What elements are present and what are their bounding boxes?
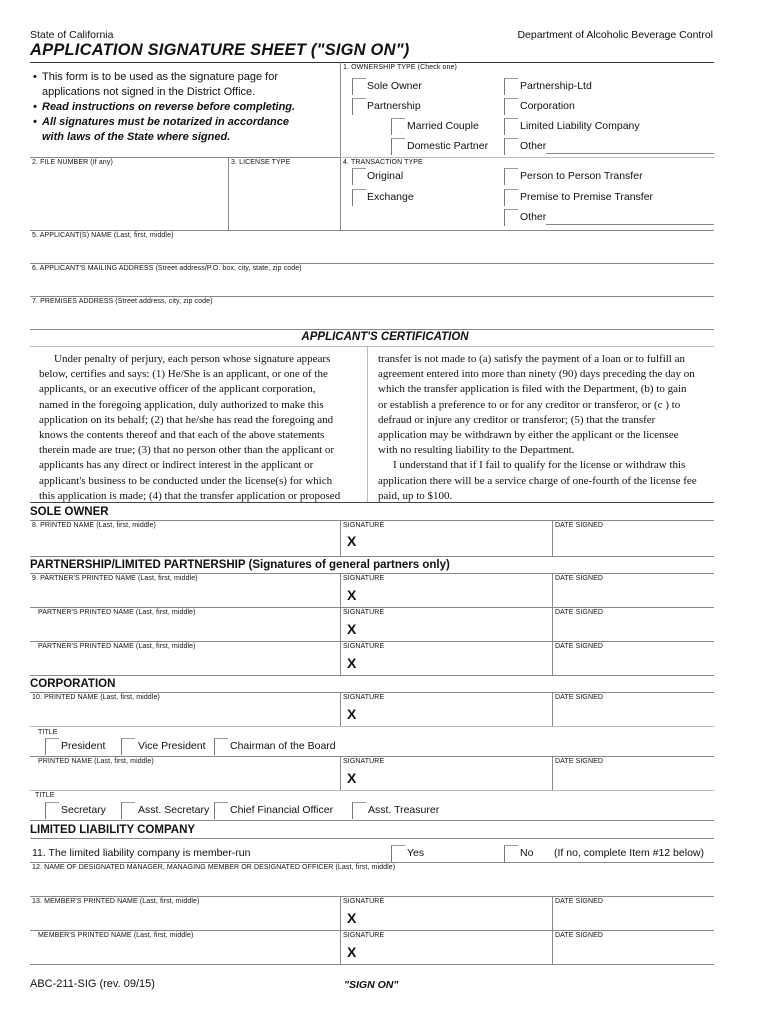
member-run-no-label: No (520, 847, 534, 859)
partnership-heading: PARTNERSHIP/LIMITED PARTNERSHIP (Signatures of general partners only) (30, 559, 450, 571)
married-couple-label: Married Couple (407, 120, 479, 132)
secretary-checkbox[interactable] (45, 802, 59, 819)
transaction-type-label: 4. TRANSACTION TYPE (343, 159, 423, 166)
asst-secretary-label: Asst. Secretary (138, 804, 210, 816)
department-label: Department of Alcoholic Beverage Control (517, 29, 713, 41)
cert-left-line: named in the foregoing application, duly authorized to make this (39, 398, 324, 411)
corporation-heading: CORPORATION (30, 678, 116, 690)
cert-right-line: paid, up to $100. (378, 489, 453, 502)
date-signed-label: DATE SIGNED (555, 609, 604, 616)
corporation-label: Corporation (520, 100, 575, 112)
corp-name-label-2: PRINTED NAME (Last, first, middle) (38, 758, 154, 765)
signature-label: SIGNATURE (343, 932, 385, 939)
date-signed-label: DATE SIGNED (555, 643, 604, 650)
ownership-other-label: Other (520, 140, 547, 152)
cert-right-line: with no resulting liability to the Department. (378, 444, 575, 457)
partnership-checkbox[interactable] (352, 98, 366, 115)
signature-x-mark: X (347, 770, 357, 786)
vice-president-label: Vice President (138, 740, 206, 752)
sign-on-footer: "SIGN ON" (344, 979, 399, 991)
ownership-type-label: 1. OWNERSHIP TYPE (Check one) (343, 64, 457, 71)
date-signed-label: DATE SIGNED (555, 575, 604, 582)
original-checkbox[interactable] (352, 168, 366, 185)
original-label: Original (367, 170, 404, 182)
signature-label: SIGNATURE (343, 522, 385, 529)
applicant-name-label: 5. APPLICANT(S) NAME (Last, first, middle) (32, 232, 174, 239)
sole-owner-label: Sole Owner (367, 80, 422, 92)
corporation-checkbox[interactable] (504, 98, 518, 115)
signature-label: SIGNATURE (343, 609, 385, 616)
transaction-other-checkbox[interactable] (504, 209, 518, 226)
premise-to-premise-label: Premise to Premise Transfer (520, 191, 654, 203)
partner-name-label-3: PARTNER'S PRINTED NAME (Last, first, middle) (38, 643, 196, 650)
secretary-label: Secretary (61, 804, 106, 816)
date-signed-label: DATE SIGNED (555, 898, 604, 905)
member-run-yes-label: Yes (407, 847, 425, 859)
chairman-checkbox[interactable] (214, 738, 228, 755)
cert-left-line: knows the contents thereof and that each of the above statements (39, 429, 325, 442)
married-couple-checkbox[interactable] (391, 118, 405, 135)
mailing-address-label: 6. APPLICANT'S MAILING ADDRESS (Street address/P.O. box, city, state, zip code) (32, 265, 302, 272)
person-to-person-checkbox[interactable] (504, 168, 518, 185)
cert-left-line: therein made are true; (3) that no person other than the applicant or (39, 444, 335, 457)
signature-x-mark: X (347, 944, 357, 960)
instruction-2: Read instructions on reverse before completing. (42, 101, 296, 113)
instruction-1a: This form is to be used as the signature page for (42, 71, 279, 83)
premise-to-premise-checkbox[interactable] (504, 189, 518, 206)
domestic-partner-label: Domestic Partner (407, 140, 489, 152)
ownership-other-checkbox[interactable] (504, 138, 518, 155)
cert-left-line: application on its behalf; (2) that he/she has read the foregoing and (39, 413, 334, 426)
cert-right-line: agreement entered into more than ninety (90) days preceding the day on (378, 368, 695, 381)
signature-x-mark: X (347, 706, 357, 722)
cert-left-line: applicant's business to be conducted under the license(s) for which (39, 474, 333, 487)
designated-manager-label: 12. NAME OF DESIGNATED MANAGER, MANAGING MEMBER OR DESIGNATED OFFICER (Last, first, middle) (32, 864, 396, 871)
partnership-label: Partnership (367, 100, 421, 112)
vice-president-checkbox[interactable] (121, 738, 135, 755)
member-run-question: 11. The limited liability company is member-run (32, 847, 251, 859)
instruction-1b: applications not signed in the District Office. (42, 86, 256, 98)
premises-address-label: 7. PREMISES ADDRESS (Street address, city, zip code) (32, 298, 213, 305)
asst-treasurer-checkbox[interactable] (352, 802, 366, 819)
member-name-label-2: MEMBER'S PRINTED NAME (Last, first, middle) (38, 932, 194, 939)
date-signed-label: DATE SIGNED (555, 694, 604, 701)
partnership-ltd-checkbox[interactable] (504, 78, 518, 95)
cert-right-line: application may be withdrawn by either the applicant or the licensee (378, 429, 679, 442)
certification-title: APPLICANT'S CERTIFICATION (301, 331, 469, 343)
ownership-other-line[interactable] (546, 153, 714, 154)
date-signed-label: DATE SIGNED (555, 932, 604, 939)
cert-left-line: this application is made; (4) that the transfer application or proposed (39, 489, 341, 502)
date-signed-label: DATE SIGNED (555, 758, 604, 765)
cert-left-line: below, certifies and says: (1) He/She is an applicant, or one of the (39, 368, 328, 381)
signature-x-mark: X (347, 587, 357, 603)
signature-label: SIGNATURE (343, 643, 385, 650)
cert-right-line: application there will be a service charge of one-fourth of the license fee (378, 474, 697, 487)
signature-x-mark: X (347, 655, 357, 671)
exchange-label: Exchange (367, 191, 414, 203)
instruction-3b: with laws of the State where signed. (42, 131, 231, 143)
date-signed-label: DATE SIGNED (555, 522, 604, 529)
sole-owner-checkbox[interactable] (352, 78, 366, 95)
signature-x-mark: X (347, 533, 357, 549)
sole-owner-heading: SOLE OWNER (30, 506, 109, 518)
partnership-ltd-label: Partnership-Ltd (520, 80, 592, 92)
signature-x-mark: X (347, 910, 357, 926)
transaction-other-line[interactable] (546, 224, 714, 225)
header-rule (30, 62, 714, 63)
president-checkbox[interactable] (45, 738, 59, 755)
signature-x-mark: X (347, 621, 357, 637)
cfo-label: Chief Financial Officer (230, 804, 334, 816)
cert-right-line: I understand that if I fail to qualify for the license or withdraw this (393, 459, 686, 472)
president-label: President (61, 740, 106, 752)
cert-left-line: applicants, or an executive officer of the applicant corporation, (39, 383, 316, 396)
title-label: TITLE (35, 792, 55, 799)
llc-checkbox[interactable] (504, 118, 518, 135)
file-number-label: 2. FILE NUMBER (If any) (32, 159, 113, 166)
partner-name-label-2: PARTNER'S PRINTED NAME (Last, first, middle) (38, 609, 196, 616)
cert-right-line: which the transfer application is filed with the Department, (b) to gain (378, 383, 687, 396)
exchange-checkbox[interactable] (352, 189, 366, 206)
person-to-person-label: Person to Person Transfer (520, 170, 643, 182)
certification-right (378, 352, 718, 504)
member-run-note: (If no, complete Item #12 below) (554, 847, 704, 859)
cert-right-line: transfer is not made to (a) satisfy the payment of a loan or to fulfill an (378, 353, 685, 365)
transaction-other-label: Other (520, 211, 547, 223)
domestic-partner-checkbox[interactable] (391, 138, 405, 155)
llc-label: Limited Liability Company (520, 120, 640, 132)
signature-label: SIGNATURE (343, 694, 385, 701)
signature-label: SIGNATURE (343, 758, 385, 765)
instruction-3a: All signatures must be notarized in accordance (42, 116, 289, 128)
cert-left-line: applicants has any direct or indirect interest in the applicant or (39, 459, 314, 472)
corp-name-label-1: 10. PRINTED NAME (Last, first, middle) (32, 694, 160, 701)
form-id: ABC-211-SIG (rev. 09/15) (30, 978, 155, 990)
sole-owner-name-label: 8. PRINTED NAME (Last, first, middle) (32, 522, 156, 529)
signature-label: SIGNATURE (343, 898, 385, 905)
cfo-checkbox[interactable] (214, 802, 228, 819)
member-name-label-1: 13. MEMBER'S PRINTED NAME (Last, first, middle) (32, 898, 200, 905)
instructions: • This form is to be used as the signature page for applications not signed in the District Office. • Read instructions on reverse before completing. • All signatures must be notarized in accordance with laws of the State where signed. (33, 70, 333, 145)
certification-left (39, 352, 369, 504)
asst-treasurer-label: Asst. Treasurer (368, 804, 440, 816)
title-label: TITLE (38, 729, 58, 736)
cert-right-line: defraud or injure any creditor or transferor; (5) that the transfer (378, 413, 656, 426)
form-title: APPLICATION SIGNATURE SHEET ("SIGN ON") (30, 41, 410, 59)
member-run-no-checkbox[interactable] (504, 845, 518, 862)
llc-heading: LIMITED LIABILITY COMPANY (30, 824, 196, 836)
cert-left-line: Under penalty of perjury, each person whose signature appears (54, 353, 331, 365)
signature-label: SIGNATURE (343, 575, 385, 582)
cert-right-line: or establish a preference to or for any creditor or transferor, or (c ) to (378, 398, 681, 411)
asst-secretary-checkbox[interactable] (121, 802, 135, 819)
license-type-label: 3. LICENSE TYPE (231, 159, 291, 166)
state-label: State of California (30, 29, 114, 41)
member-run-yes-checkbox[interactable] (391, 845, 405, 862)
partner-name-label-1: 9. PARTNER'S PRINTED NAME (Last, first, middle) (32, 575, 198, 582)
chairman-label: Chairman of the Board (230, 740, 336, 752)
